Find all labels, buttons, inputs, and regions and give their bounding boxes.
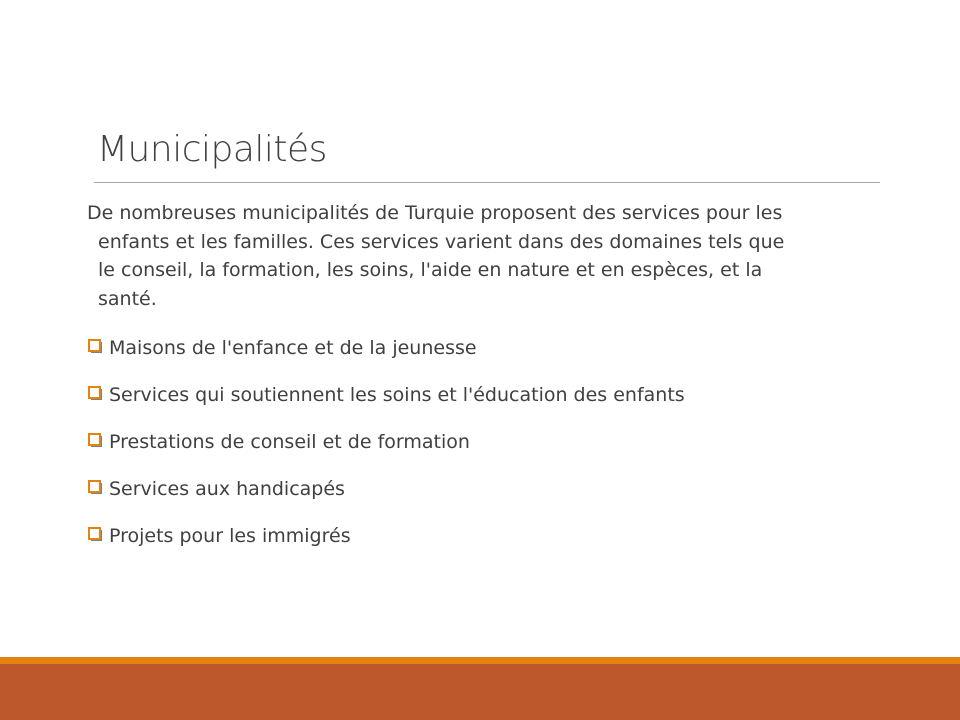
bullet-label: Projets pour les immigrés [109,524,351,547]
slide-title: Municipalités [97,129,327,170]
checkbox-icon [88,339,103,354]
bullet-label: Maisons de l'enfance et de la jeunesse [109,336,477,359]
bullet-item [88,473,888,504]
intro-line: le conseil, la formation, les soins, l'aide en nature et en espèces, et la [98,259,763,281]
bullet-label: Prestations de conseil et de formation [109,430,470,453]
bullet-item [88,332,888,363]
checkbox-icon [88,480,103,495]
bullet-list [88,332,888,567]
footer-bar [0,664,960,720]
bullet-label: Services aux handicapés [109,477,345,500]
intro-line: De nombreuses municipalités de Turquie proposent des services pour les [87,202,783,224]
title-divider [94,182,880,183]
bullet-item [88,426,888,457]
checkbox-icon [88,433,103,448]
footer-accent-stripe [0,657,960,664]
checkbox-icon [88,386,103,401]
bullet-item [88,520,888,551]
bullet-item [88,379,888,410]
intro-line: santé. [98,287,157,310]
intro-paragraph [87,199,887,313]
intro-line: enfants et les familles. Ces services varient dans des domaines tels que [98,230,785,253]
checkbox-icon [88,527,103,542]
bullet-label: Services qui soutiennent les soins et l'éducation des enfants [109,383,685,406]
